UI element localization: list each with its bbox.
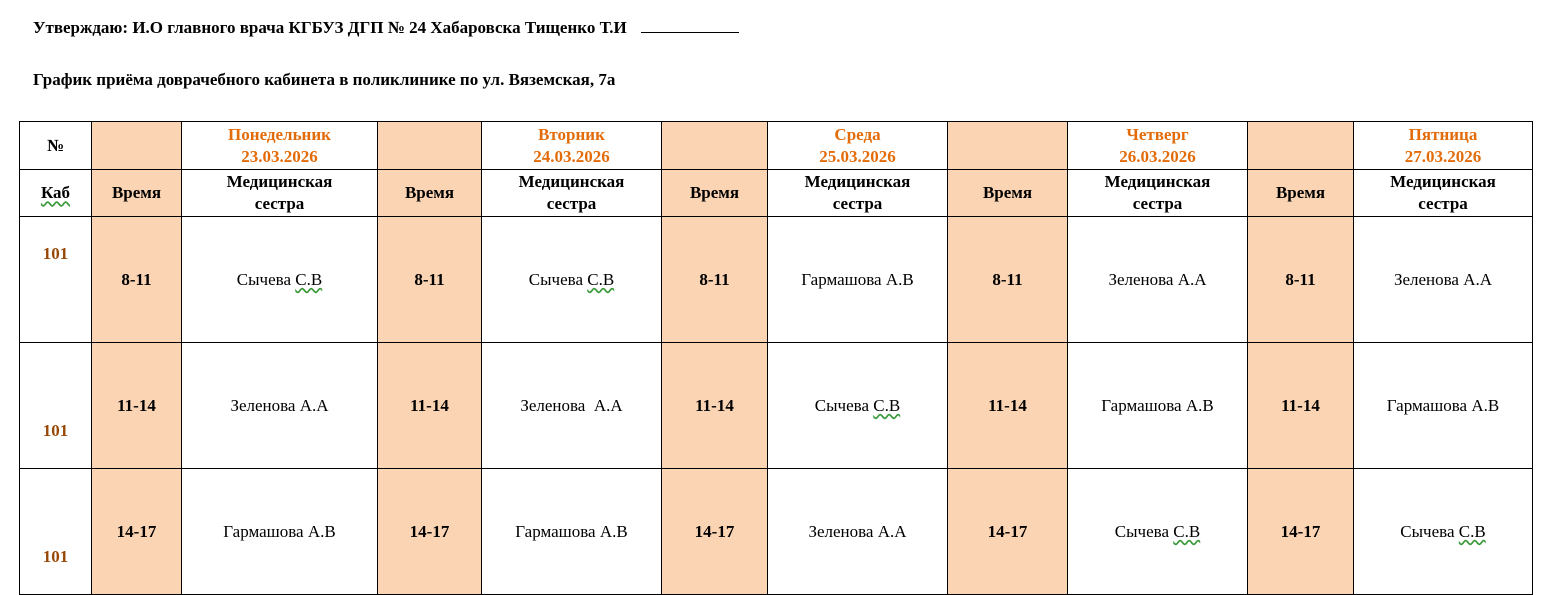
day-header-friday xyxy=(1354,122,1533,170)
nurse-surname: Сычева xyxy=(236,269,292,289)
time-slot: 14-17 xyxy=(662,469,768,595)
nurse-cell xyxy=(1354,469,1533,595)
signature-line xyxy=(641,18,739,33)
day-header-tuesday xyxy=(482,122,662,170)
day-name: Пятница xyxy=(1408,124,1478,144)
nurse-cell xyxy=(1068,469,1248,595)
nurse-surname: Зеленова xyxy=(520,395,590,415)
time-slot: 11-14 xyxy=(662,343,768,469)
nurse-cell xyxy=(182,217,378,343)
nurse-cell xyxy=(1354,343,1533,469)
time-slot: 8-11 xyxy=(662,217,768,343)
nurse-header-line2: сестра xyxy=(1418,194,1468,213)
nurse-header xyxy=(182,170,378,217)
nurse-initials: А.А xyxy=(877,521,907,541)
nurse-header-line1: Медицинская xyxy=(804,172,911,191)
time-slot: 14-17 xyxy=(1248,469,1354,595)
nurse-cell xyxy=(1354,217,1533,343)
nurse-surname: Гармашова xyxy=(801,269,882,289)
number-header: № xyxy=(20,122,92,170)
time-slot: 11-14 xyxy=(378,343,482,469)
approval-text: Утверждаю: И.О главного врача КГБУЗ ДГП № 24 Хабаровска Тищенко Т.И xyxy=(33,18,627,37)
nurse-cell xyxy=(482,343,662,469)
day-name: Четверг xyxy=(1126,124,1189,144)
nurse-header-line2: сестра xyxy=(254,194,305,213)
time-slot: 11-14 xyxy=(948,343,1068,469)
nurse-cell xyxy=(482,469,662,595)
nurse-header xyxy=(768,170,948,217)
cab-header-label: Каб xyxy=(40,183,71,202)
time-header: Время xyxy=(948,170,1068,217)
nurse-initials: С.В xyxy=(587,269,615,289)
nurse-surname: Гармашова xyxy=(515,521,596,541)
day-date: 24.03.2026 xyxy=(533,146,610,166)
nurse-initials: А.В xyxy=(307,521,336,541)
nurse-initials: А.А xyxy=(299,395,329,415)
table-row xyxy=(20,469,1533,595)
table-header-row-columns xyxy=(20,170,1533,217)
schedule-title: График приёма доврачебного кабинета в поликлинике по ул. Вяземская, 7а xyxy=(33,70,616,89)
nurse-surname: Зеленова xyxy=(230,395,296,415)
time-slot: 8-11 xyxy=(948,217,1068,343)
nurse-header-line1: Медицинская xyxy=(1104,172,1211,191)
time-header: Время xyxy=(92,170,182,217)
day-name: Среда xyxy=(834,124,881,144)
day-date: 27.03.2026 xyxy=(1404,146,1482,166)
time-header: Время xyxy=(1248,170,1354,217)
nurse-initials: А.В xyxy=(885,269,914,289)
time-slot: 8-11 xyxy=(92,217,182,343)
day-name: Понедельник xyxy=(228,124,331,144)
nurse-initials: С.В xyxy=(295,269,323,289)
nurse-cell xyxy=(1068,343,1248,469)
approval-line xyxy=(33,18,739,38)
cab-number: 101 xyxy=(20,343,92,469)
nurse-header-line1: Медицинская xyxy=(518,172,625,191)
nurse-cell xyxy=(768,469,948,595)
time-slot: 14-17 xyxy=(92,469,182,595)
nurse-initials: А.А xyxy=(1463,269,1493,289)
schedule-table xyxy=(19,121,1533,595)
nurse-cell xyxy=(768,343,948,469)
nurse-initials: А.А xyxy=(593,395,623,415)
nurse-initials: А.А xyxy=(1177,269,1207,289)
cab-header xyxy=(20,170,92,217)
nurse-surname: Зеленова xyxy=(1108,269,1174,289)
nurse-surname: Зеленова xyxy=(808,521,874,541)
nurse-surname: Гармашова xyxy=(223,521,304,541)
nurse-header-line2: сестра xyxy=(832,194,883,213)
nurse-surname: Гармашова xyxy=(1101,395,1182,415)
time-slot: 11-14 xyxy=(1248,343,1354,469)
nurse-surname: Сычева xyxy=(1114,521,1170,541)
nurse-surname: Зеленова xyxy=(1393,269,1459,289)
time-slot: 8-11 xyxy=(1248,217,1354,343)
day-name: Вторник xyxy=(538,124,605,144)
nurse-header xyxy=(1354,170,1533,217)
day-header-monday xyxy=(182,122,378,170)
day-header-wednesday xyxy=(768,122,948,170)
table-row xyxy=(20,217,1533,343)
time-slot: 8-11 xyxy=(378,217,482,343)
nurse-header-line1: Медицинская xyxy=(226,172,333,191)
nurse-surname: Сычева xyxy=(1400,521,1455,541)
time-slot: 11-14 xyxy=(92,343,182,469)
nurse-surname: Сычева xyxy=(528,269,584,289)
nurse-header-line2: сестра xyxy=(1132,194,1183,213)
day-header-thursday xyxy=(1068,122,1248,170)
nurse-cell xyxy=(182,469,378,595)
nurse-surname: Гармашова xyxy=(1386,395,1468,415)
table-row xyxy=(20,343,1533,469)
nurse-cell xyxy=(482,217,662,343)
time-slot: 14-17 xyxy=(948,469,1068,595)
cab-number: 101 xyxy=(20,469,92,595)
nurse-cell xyxy=(182,343,378,469)
day-date: 23.03.2026 xyxy=(241,146,318,166)
time-header: Время xyxy=(662,170,768,217)
nurse-initials: А.В xyxy=(1471,395,1500,415)
nurse-cell xyxy=(1068,217,1248,343)
time-header: Время xyxy=(378,170,482,217)
nurse-initials: А.В xyxy=(599,521,628,541)
table-header-row-days xyxy=(20,122,1533,170)
day-date: 25.03.2026 xyxy=(819,146,896,166)
shade-cell xyxy=(92,122,182,170)
shade-cell xyxy=(948,122,1068,170)
nurse-initials: С.В xyxy=(1173,521,1201,541)
cab-number: 101 xyxy=(20,217,92,343)
nurse-surname: Сычева xyxy=(814,395,870,415)
shade-cell xyxy=(378,122,482,170)
nurse-initials: А.В xyxy=(1185,395,1214,415)
nurse-header xyxy=(1068,170,1248,217)
nurse-initials: С.В xyxy=(873,395,901,415)
shade-cell xyxy=(1248,122,1354,170)
nurse-header-line1: Медицинская xyxy=(1390,172,1496,191)
nurse-header xyxy=(482,170,662,217)
nurse-cell xyxy=(768,217,948,343)
time-slot: 14-17 xyxy=(378,469,482,595)
day-date: 26.03.2026 xyxy=(1119,146,1196,166)
nurse-initials: С.В xyxy=(1458,521,1486,541)
shade-cell xyxy=(662,122,768,170)
nurse-header-line2: сестра xyxy=(546,194,597,213)
